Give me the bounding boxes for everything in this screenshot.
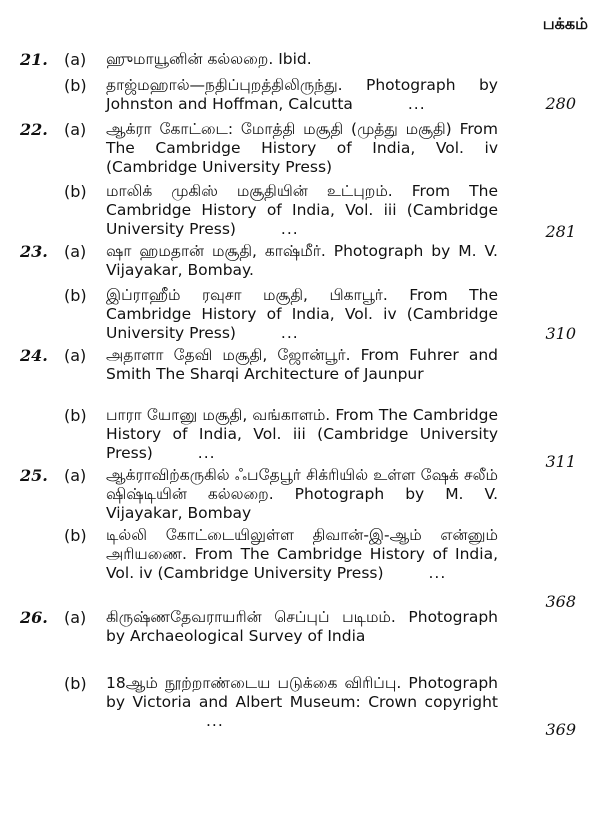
entry-page: 281: [545, 222, 576, 241]
entry-number: 22.: [20, 120, 48, 139]
leader-dots: ...: [428, 564, 447, 582]
entry-text: அதாளா தேவி மசூதி, ஜோன்பூர். From Fuhrer and Smith The Sharqi Architecture of Jaunpur: [106, 346, 498, 383]
leader-dots: ...: [280, 324, 299, 342]
entry-letter: (b): [64, 76, 87, 95]
entry-text: ஷா ஹமதான் மசூதி, காஷ்மீர். Photograph by M. V. Vijayakar, Bombay.: [106, 242, 498, 279]
leader-dots: ...: [407, 95, 426, 113]
entry-text: ஆக்ராவிற்கருகில் ஃபதேபூர் சிக்ரியில் உள்ள ஷேக் சலீம் ஷிஷ்டியின் கல்லறை. Photograph by M. V. Vijayakar, Bombay: [106, 466, 498, 522]
entry-letter: (b): [64, 182, 87, 201]
entry-letter: (a): [64, 242, 87, 261]
entry-text: ஆக்ரா கோட்டை: மோத்தி மசூதி (முத்து மசூதி) From The Cambridge History of India, Vol. iv (Cambridge University Press): [106, 120, 498, 176]
entry-text: கிருஷ்ணதேவராயரின் செப்புப் படிமம். Photograph by Archaeological Survey of India: [106, 608, 498, 645]
entry-text-wrap: [106, 406, 498, 463]
entry-text: தாஜ்மஹால்—நதிப்புறத்திலிருந்து. Photograph by Johnston and Hoffman, Calcutta: [106, 76, 498, 113]
entry-letter: (a): [64, 466, 87, 485]
entry-text-wrap: [106, 76, 498, 114]
entry-number: 23.: [20, 242, 48, 261]
entry-page: 368: [545, 592, 576, 611]
entry-text-wrap: [106, 526, 498, 583]
entry-text: இப்ராஹீம் ரவுசா மசூதி, பிகாபூர். From The Cambridge History of India, Vol. iv (Cambridge University Press): [106, 286, 498, 342]
entry-number: 25.: [20, 466, 48, 485]
entry-text: டில்லி கோட்டையிலுள்ள திவான்-இ-ஆம் என்னும் அரியணை. From The Cambridge History of India, Vol. iv (Cambridge University Press): [106, 526, 498, 582]
entry-letter: (a): [64, 120, 87, 139]
entry-letter: (a): [64, 346, 87, 365]
entry-text-wrap: [106, 182, 498, 239]
entry-text-wrap: [106, 674, 498, 731]
leader-dots: ...: [280, 220, 299, 238]
entry-number: 24.: [20, 346, 48, 365]
entry-text: பாரா யோனு மசூதி, வங்காளம். From The Cambridge History of India, Vol. iii (Cambridge University Press): [106, 406, 498, 462]
entry-letter: (a): [64, 608, 87, 627]
leader-dots: ...: [206, 712, 224, 730]
entry-page: 311: [545, 452, 576, 471]
entry-letter: (b): [64, 526, 87, 545]
page-column-label: பக்கம்: [542, 14, 588, 33]
entry-text-wrap: [106, 286, 498, 343]
entry-text: 18ஆம் நூற்றாண்டைய படுக்கை விரிப்பு. Photograph by Victoria and Albert Museum: Crown copyright: [106, 674, 498, 711]
entry-letter: (b): [64, 674, 87, 693]
entry-text: ஹுமாயூனின் கல்லறை. Ibid.: [106, 50, 312, 68]
entry-letter: (b): [64, 286, 87, 305]
entry-page: 369: [545, 720, 576, 739]
entry-page: 310: [545, 324, 576, 343]
leader-dots: ...: [197, 444, 216, 462]
entry-text: மாலிக் முகிஸ் மசூதியின் உட்புறம். From The Cambridge History of India, Vol. iii (Cambridge University Press): [106, 182, 498, 238]
entry-page: 280: [545, 94, 576, 113]
entry-number: 21.: [20, 50, 48, 69]
entry-number: 26.: [20, 608, 48, 627]
entry-letter: (a): [64, 50, 87, 69]
entry-letter: (b): [64, 406, 87, 425]
